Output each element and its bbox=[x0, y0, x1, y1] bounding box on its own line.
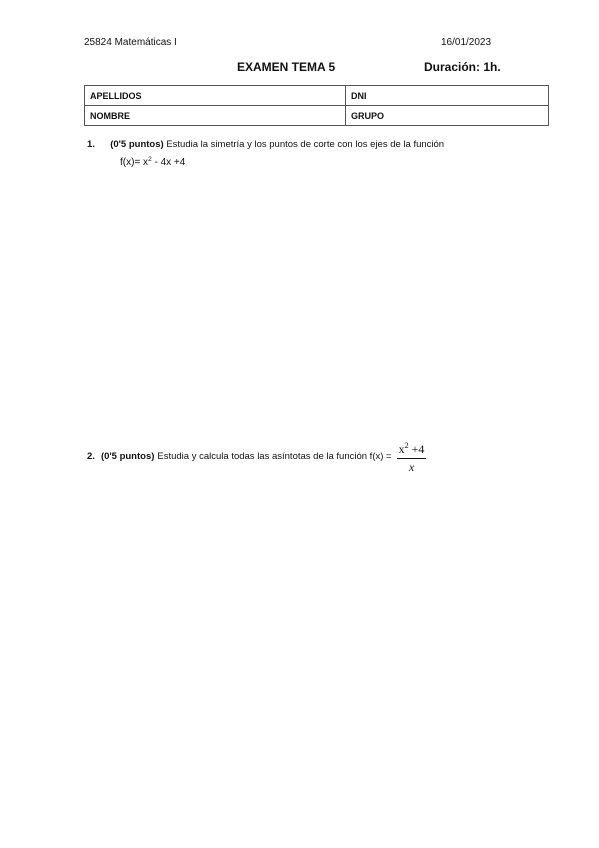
exam-date: 16/01/2023 bbox=[441, 37, 492, 48]
question-points: (0'5 puntos) bbox=[100, 450, 155, 462]
fraction-numerator bbox=[397, 437, 427, 459]
surname-field[interactable]: APELLIDOS bbox=[85, 86, 346, 106]
question-number: 2. bbox=[87, 450, 95, 462]
fraction-denominator: x bbox=[408, 460, 415, 474]
question-2-fraction bbox=[397, 437, 427, 476]
table-row bbox=[85, 86, 549, 106]
formula-base: f(x)= x bbox=[120, 157, 149, 168]
course-code: 25824 Matemáticas I bbox=[84, 37, 177, 48]
question-1-formula bbox=[120, 156, 185, 168]
question-1 bbox=[87, 139, 444, 151]
question-2 bbox=[87, 437, 426, 476]
question-points: (0'5 puntos) bbox=[110, 139, 164, 150]
question-number: 1. bbox=[87, 139, 95, 150]
numerator-rest: +4 bbox=[408, 442, 425, 456]
name-field[interactable]: NOMBRE bbox=[85, 106, 346, 126]
formula-exponent: 2 bbox=[148, 156, 152, 163]
exam-title: EXAMEN TEMA 5 bbox=[237, 60, 336, 74]
numerator-exponent: 2 bbox=[404, 441, 409, 450]
question-text: Estudia y calcula todas las asíntotas de la función f(x) = bbox=[157, 450, 392, 462]
question-text: Estudia la simetría y los puntos de corte con los ejes de la función bbox=[166, 139, 445, 150]
exam-duration: Duración: 1h. bbox=[424, 60, 501, 74]
group-field[interactable]: GRUPO bbox=[346, 106, 549, 126]
student-id-table bbox=[84, 85, 549, 126]
dni-field[interactable]: DNI bbox=[346, 86, 549, 106]
numerator-base: x bbox=[398, 442, 405, 456]
table-row bbox=[85, 106, 549, 126]
formula-rest: - 4x +4 bbox=[151, 157, 186, 168]
